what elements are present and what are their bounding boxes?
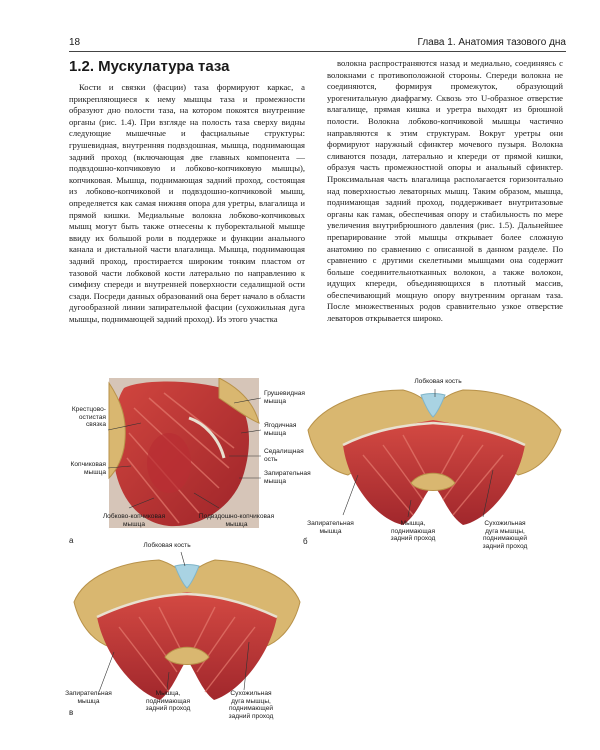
label-tendinous-arch: Сухожильная дуга мышцы, поднимающей задний проход: [228, 690, 274, 720]
label-ischial-spine: Седалищная ость: [264, 448, 304, 463]
label-obturator-muscle: Запирательная мышца: [307, 520, 354, 535]
running-header: Глава 1. Анатомия тазового дна: [417, 37, 566, 48]
label-gluteal-muscle: Ягодичная мышца: [264, 422, 297, 437]
text-column-left: Кости и связки (фасции) таза формируют каркас, а прикрепляющиеся к нему мышцы таза и промежности образуют дно полости таза, на котором покоятся внутренние органы (рис. 1.4). При взгляде на полость таза сверху видны следующие мышечные и фасциальные структуры: грушевидная, внутренняя подвздошная, мышца, поднимающая задний проход (включающая две главных компонента — подвздошно-копчиковую и лобково-копчиковую мышцы), копчиковая. Мышца, поднимающая задний проход, состоящая из лобково-копчиковой и подвздошно-копчиковой мышц, определяется как самая нижняя опора для уретры, влагалища и прямой кишки. Медиальные волокна лобково-копчиковых мышц могут быть также отнесены к пуборектальной мышце ввиду их большой роли в поддержке и функции анального канала и дистальной части влагалища. Мышца, поднимающая задний проход, простирается широким тонким пластом от тазовой части лобковой кости латерально по направлению к симфизу спереди и внутренней поверхности седалищной ости сзади. Посреди данных образований она берет начало в области дугообразной линии запирательной фасции (сухожильная дуга мышцы, поднимающей задний проход). Из этого участка: [69, 82, 305, 324]
panel-letter-b: б: [303, 537, 308, 546]
page-number: 18: [69, 37, 81, 48]
label-sacrospinous-ligament: Крестцово- остистая связка: [71, 406, 106, 429]
label-levator-ani: Мышца, поднимающая задний проход: [145, 690, 191, 713]
label-piriformis-muscle: Грушевидная мышца: [264, 390, 305, 405]
label-pubococcygeus-muscle: Лобково-копчиковая мышца: [102, 513, 166, 528]
label-tendinous-arch: Сухожильная дуга мышцы, поднимающей задний проход: [482, 520, 528, 550]
text-column-right: волокна распространяются назад и медиально, соединяясь с волокнами с противоположной стороны. Спереди волокна не соединяются, формируя промежуток, образующий урогенитальную диафрагму. Сквозь это U-образное отверстие влагалище, прямая кишка и уретра выходят из брюшной полости. Волокна лобково-копчиковой мышцы частично направляются к этим структурам. Вокруг уретры они формируют наружный сфинктер мочевого пузыря. Волокна сливаются позади, латерально и кпереди от прямой кишки, образуя часть промежностной опоры и анальный сфинктер. Проксимальная часть влагалища располагается горизонтально над поверхностью леваторных мышц. Таким образом, мышца, поднимающая задний проход, поддерживает внутритазовые органы как гамак, обеспечивая опору и стабильность по мере увеличения внутрибрюшного давления (рис. 1.5). Дальнейшее препарирование этой мышцы открывает более сложную анатомию по сравнению с описанной в данном разделе. По сравнению с другими скелетными мышцами она содержит больше соединительнотканных волокон, а также волокон, идущих кпереди, объединяющихся в плотный массив, обеспечивающий мощную опору внутренним органам таза. После множественных родов сравнительно узкое отверстие леваторов открывается широко.: [327, 58, 563, 324]
figure-c: [65, 542, 305, 728]
figure-b: [303, 375, 565, 555]
label-pubic-bone: Лобковая кость: [414, 378, 462, 385]
figure-a: [69, 378, 311, 548]
panel-letter-c: в: [69, 708, 74, 717]
header-rule: [69, 51, 566, 52]
label-pubic-bone: Лобковая кость: [143, 542, 191, 549]
label-obturator-muscle: Запирательная мышца: [65, 690, 112, 705]
label-iliococcygeus-muscle: Подвздошно-копчиковая мышца: [198, 513, 275, 528]
label-levator-ani: Мышца, поднимающая задний проход: [390, 520, 436, 543]
label-obturator-muscle: Запирательная мышца: [264, 470, 311, 485]
label-coccygeus-muscle: Копчиковая мышца: [70, 461, 106, 476]
panel-letter-a: а: [69, 536, 74, 545]
section-title: 1.2. Мускулатура таза: [69, 58, 230, 75]
